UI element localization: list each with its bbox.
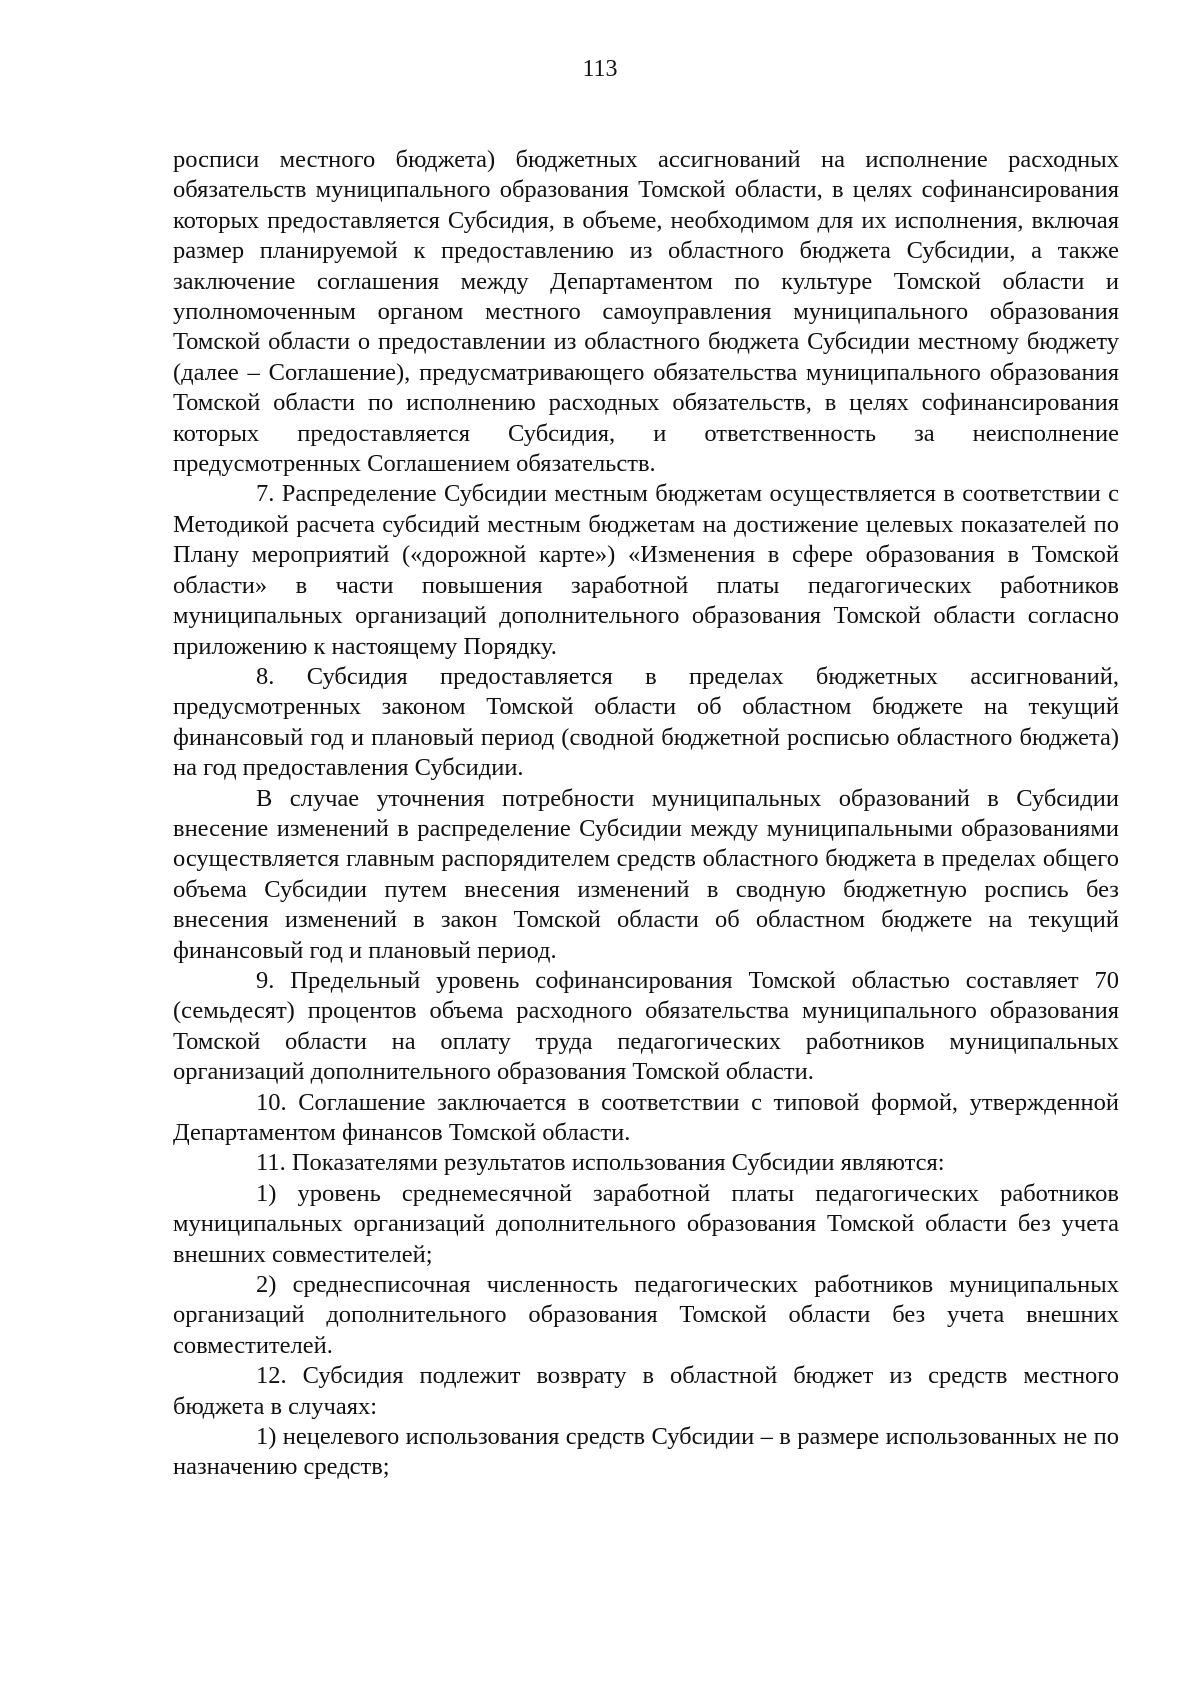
paragraph-item-11-sub-2: 2) среднесписочная численность педагогических работников муниципальных организаций дополнительного образования Томской области без учета внешних совместителей.: [173, 1271, 1119, 1359]
paragraph-continuation: росписи местного бюджета) бюджетных ассигнований на исполнение расходных обязательств муниципального образования Томской области, в целях софинансирования которых предоставляется Субсидия, в объеме, необходимом для их исполнения, включая размер планируемой к предоставлению из областного бюджета Субсидии, а также заключение соглашения между Департаментом по культуре Томской области и уполномоченным органом местного самоуправления муниципального образования Томской области о предоставлении из областного бюджета Субсидии местному бюджету (далее – Соглашение), предусматривающего обязательства муниципального образования Томской области по исполнению расходных обязательств, в целях софинансирования которых предоставляется Субсидия, и ответственность за неисполнение предусмотренных Соглашением обязательств.: [173, 146, 1119, 478]
paragraph-item-9: 9. Предельный уровень софинансирования Томской областью составляет 70 (семьдесят) процентов объема расходного обязательства муниципального образования Томской области на оплату труда педагогических работников муниципальных организаций дополнительного образования Томской области.: [173, 966, 1119, 1086]
paragraph-item-12: 12. Субсидия подлежит возврату в областной бюджет из средств местного бюджета в случаях:: [173, 1362, 1119, 1420]
page-number: 113: [582, 56, 618, 82]
paragraph-item-10: 10. Соглашение заключается в соответствии с типовой формой, утвержденной Департаментом финансов Томской области.: [173, 1088, 1119, 1146]
paragraph-item-11-sub-1: 1) уровень среднемесячной заработной платы педагогических работников муниципальных организаций дополнительного образования Томской области без учета внешних совместителей;: [173, 1179, 1119, 1268]
paragraph-item-7: 7. Распределение Субсидии местным бюджетам осуществляется в соответствии с Методикой расчета субсидий местным бюджетам на достижение целевых показателей по Плану мероприятий («дорожной карте») «Изменения в сфере образования в Томской области» в части повышения заработной платы педагогических работников муниципальных организаций дополнительного образования Томской области согласно приложению к настоящему Порядку.: [173, 480, 1119, 660]
paragraph-item-11: 11. Показателями результатов использования Субсидии являются:: [256, 1149, 945, 1177]
paragraph-item-12-sub-1: 1) нецелевого использования средств Субсидии – в размере использованных не по назначению средств;: [173, 1423, 1119, 1481]
paragraph-item-8-note: В случае уточнения потребности муниципальных образований в Субсидии внесение изменений в распределение Субсидии между муниципальными образованиями осуществляется главным распорядителем средств областного бюджета в пределах общего объема Субсидии путем внесения изменений в сводную бюджетную роспись без внесения изменений в закон Томской области об областном бюджете на текущий финансовый год и плановый период.: [173, 784, 1119, 964]
paragraph-item-8: 8. Субсидия предоставляется в пределах бюджетных ассигнований, предусмотренных законом Томской области об областном бюджете на текущий финансовый год и плановый период (сводной бюджетной росписью областного бюджета) на год предоставления Субсидии.: [173, 662, 1119, 782]
document-body: [173, 145, 1119, 1483]
